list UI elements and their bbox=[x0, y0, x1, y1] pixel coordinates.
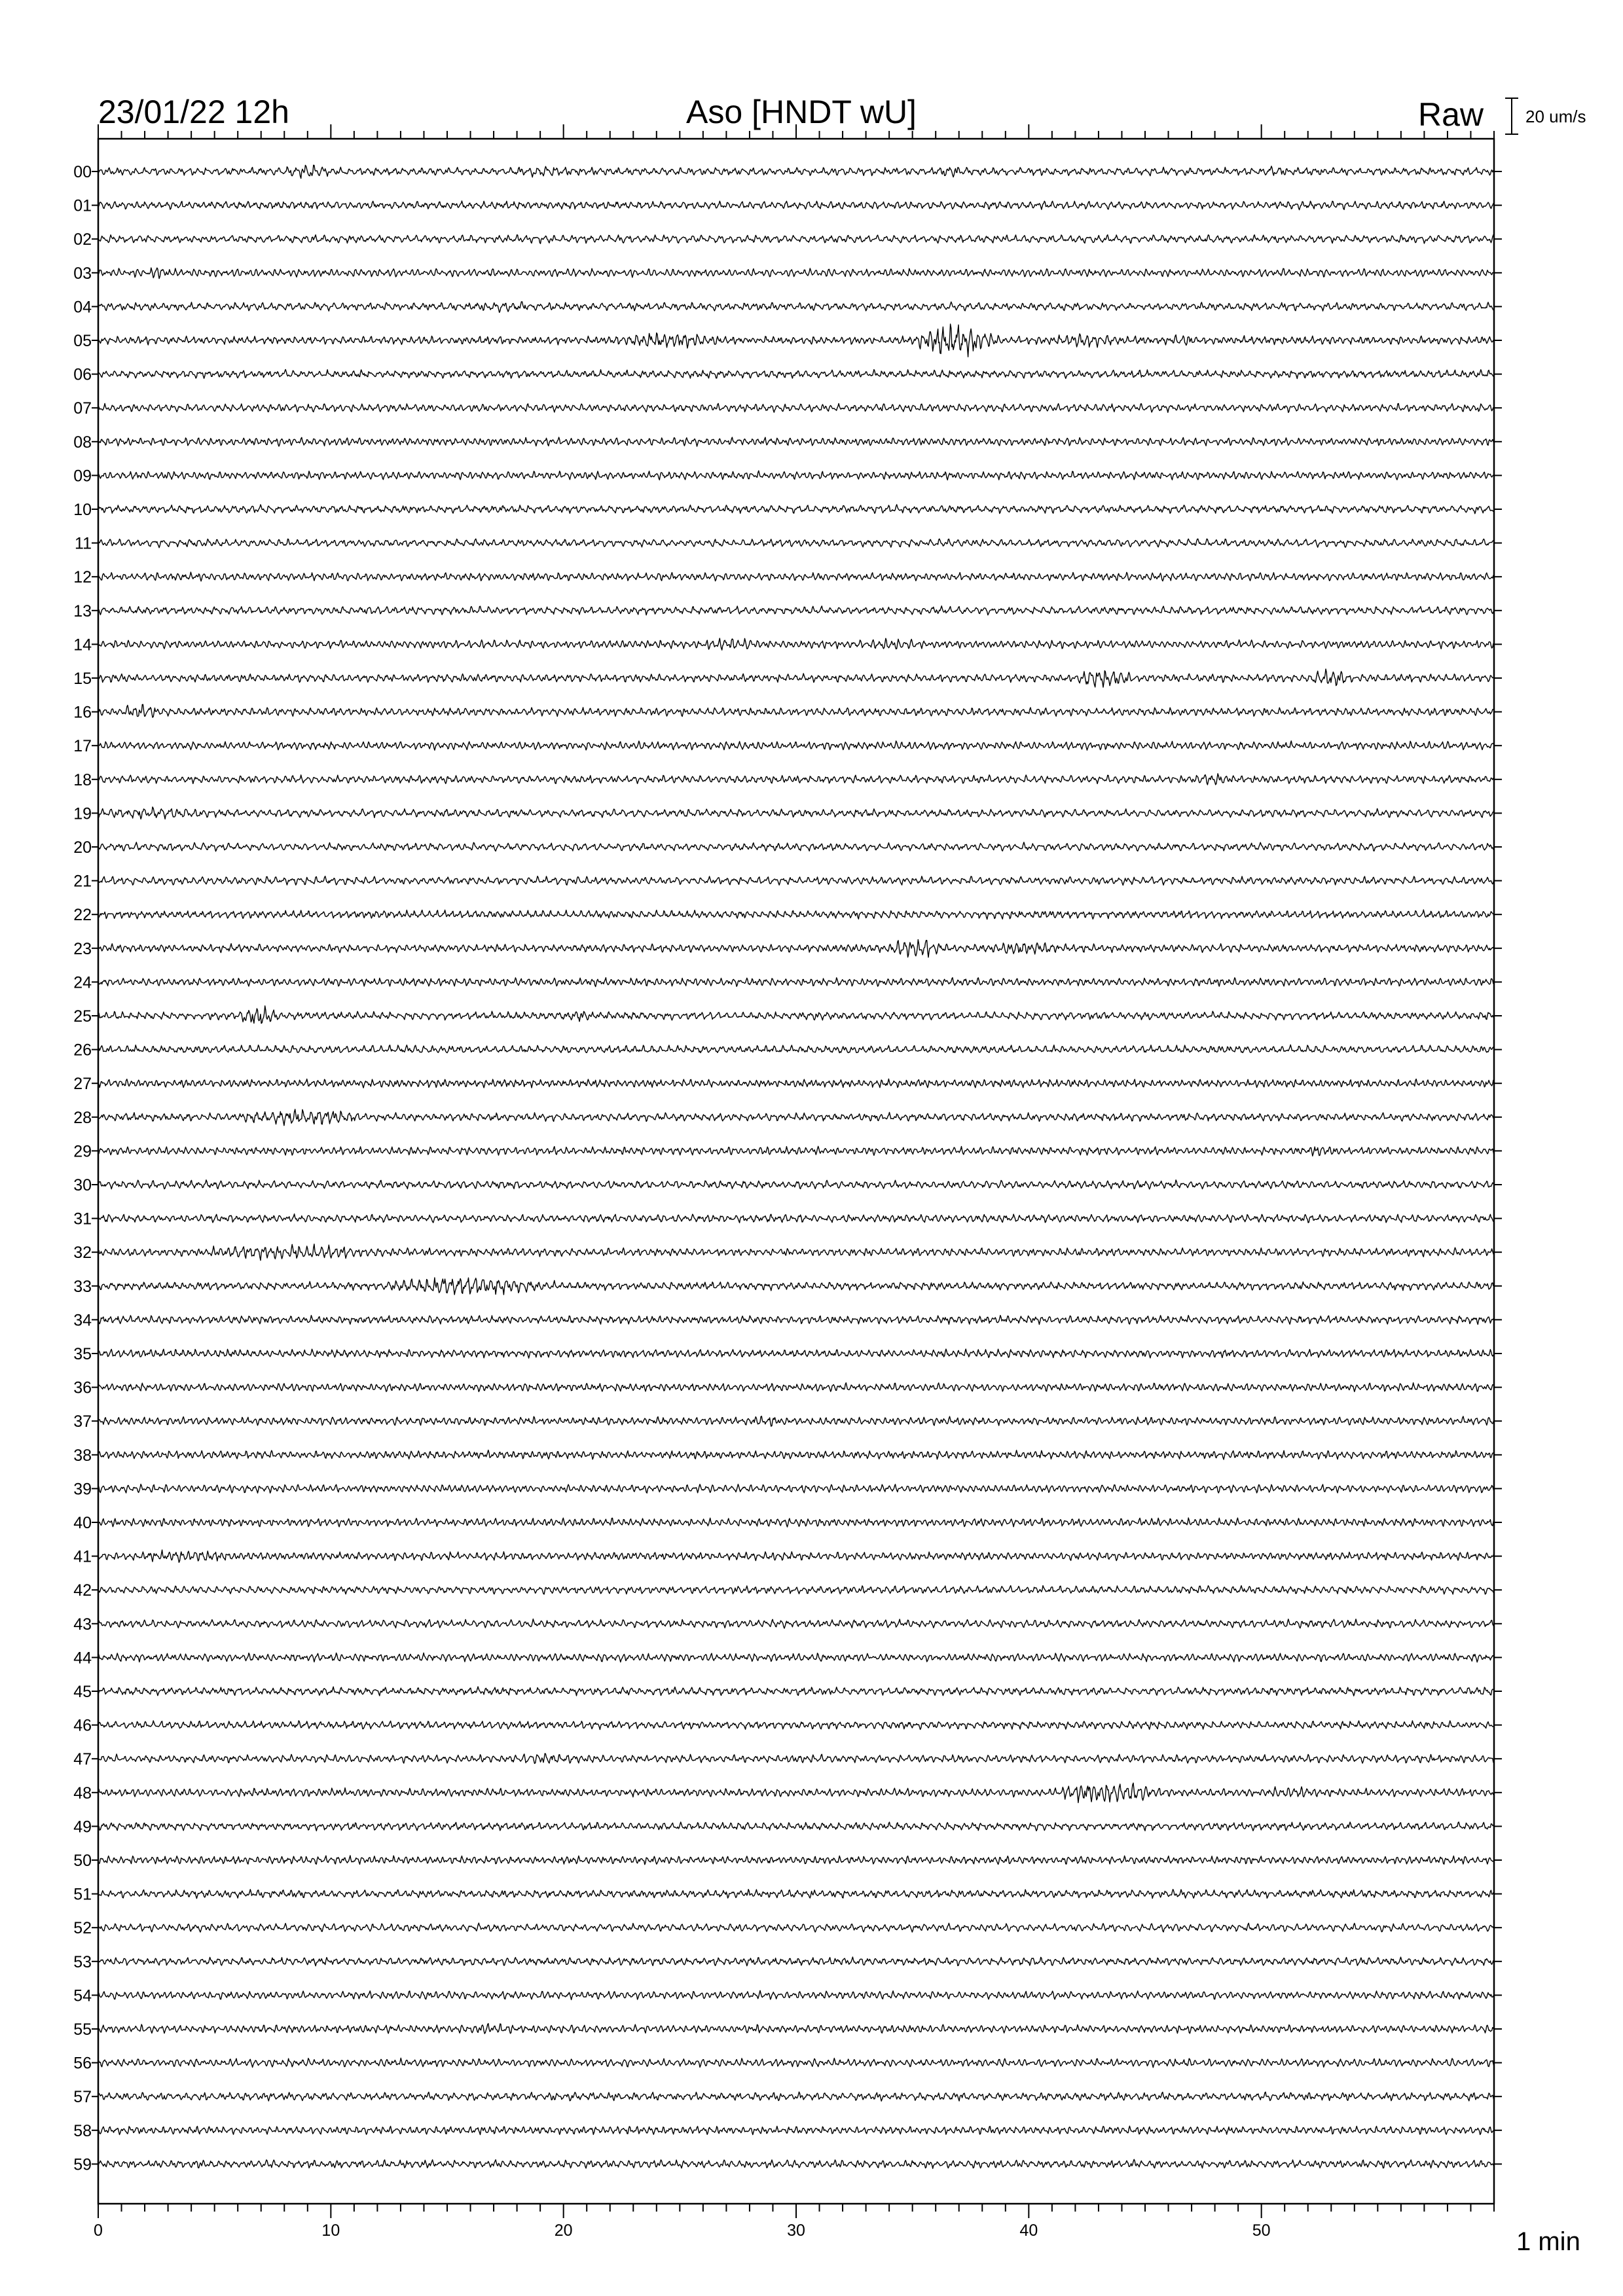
trace-row-22 bbox=[98, 910, 1494, 919]
trace-row-43 bbox=[98, 1619, 1494, 1628]
trace-row-32 bbox=[98, 1244, 1494, 1261]
trace-row-33 bbox=[98, 1278, 1494, 1295]
trace-row-39 bbox=[98, 1484, 1494, 1494]
row-label: 29 bbox=[73, 1142, 92, 1161]
row-label: 39 bbox=[73, 1480, 92, 1499]
row-label: 00 bbox=[73, 163, 92, 181]
row-label: 28 bbox=[73, 1108, 92, 1127]
row-label: 05 bbox=[73, 332, 92, 350]
time-axis-ticks bbox=[98, 124, 1494, 2218]
row-label: 24 bbox=[73, 973, 92, 992]
trace-row-47 bbox=[98, 1753, 1494, 1763]
trace-row-27 bbox=[98, 1079, 1494, 1088]
trace-row-21 bbox=[98, 876, 1494, 886]
trace-row-16 bbox=[98, 704, 1494, 717]
trace-row-11 bbox=[98, 539, 1494, 548]
row-label: 27 bbox=[73, 1075, 92, 1094]
row-label: 59 bbox=[73, 2155, 92, 2174]
row-label: 22 bbox=[73, 906, 92, 925]
row-label: 01 bbox=[73, 196, 92, 215]
seismic-traces bbox=[98, 165, 1494, 2168]
trace-row-15 bbox=[98, 669, 1494, 687]
row-label: 07 bbox=[73, 399, 92, 418]
time-axis-labels bbox=[94, 2221, 1271, 2240]
row-label: 52 bbox=[73, 1919, 92, 1938]
row-label: 18 bbox=[73, 770, 92, 789]
trace-row-24 bbox=[98, 978, 1494, 987]
trace-row-09 bbox=[98, 471, 1494, 480]
station-title: Aso [HNDT wU] bbox=[686, 94, 917, 130]
trace-row-23 bbox=[98, 940, 1494, 958]
trace-row-02 bbox=[98, 235, 1494, 243]
trace-row-54 bbox=[98, 1990, 1494, 2000]
trace-row-12 bbox=[98, 572, 1494, 581]
trace-row-26 bbox=[98, 1045, 1494, 1052]
row-label: 30 bbox=[73, 1176, 92, 1194]
date-label: 23/01/22 12h bbox=[98, 94, 289, 130]
x-tick-label: 20 bbox=[554, 2221, 573, 2240]
trace-row-08 bbox=[98, 437, 1494, 446]
trace-row-01 bbox=[98, 201, 1494, 210]
row-label: 10 bbox=[73, 501, 92, 519]
row-label: 41 bbox=[73, 1547, 92, 1566]
trace-row-55 bbox=[98, 2024, 1494, 2034]
trace-row-46 bbox=[98, 1721, 1494, 1730]
row-label: 43 bbox=[73, 1615, 92, 1634]
trace-row-05 bbox=[98, 324, 1494, 357]
trace-row-38 bbox=[98, 1450, 1494, 1460]
trace-row-06 bbox=[98, 370, 1494, 379]
trace-row-57 bbox=[98, 2092, 1494, 2101]
time-unit-label: 1 min bbox=[1516, 2227, 1580, 2256]
trace-row-51 bbox=[98, 1890, 1494, 1899]
amplitude-scale-label: 20 um/s bbox=[1525, 107, 1586, 126]
row-label: 45 bbox=[73, 1683, 92, 1701]
row-label: 32 bbox=[73, 1244, 92, 1263]
trace-row-19 bbox=[98, 807, 1494, 819]
row-label: 13 bbox=[73, 601, 92, 620]
trace-row-35 bbox=[98, 1349, 1494, 1358]
x-tick-label: 40 bbox=[1019, 2221, 1038, 2240]
row-label: 02 bbox=[73, 230, 92, 249]
row-label: 50 bbox=[73, 1852, 92, 1870]
trace-row-28 bbox=[98, 1109, 1494, 1126]
trace-row-10 bbox=[98, 505, 1494, 514]
row-label: 49 bbox=[73, 1818, 92, 1837]
row-label: 58 bbox=[73, 2121, 92, 2140]
row-label: 03 bbox=[73, 264, 92, 283]
row-label: 46 bbox=[73, 1716, 92, 1735]
row-label: 26 bbox=[73, 1041, 92, 1060]
amplitude-scale-bar bbox=[1505, 98, 1518, 134]
trace-row-31 bbox=[98, 1214, 1494, 1223]
trace-row-37 bbox=[98, 1416, 1494, 1426]
trace-row-14 bbox=[98, 638, 1494, 650]
trace-row-56 bbox=[98, 2058, 1494, 2067]
row-label: 56 bbox=[73, 2054, 92, 2073]
row-label: 34 bbox=[73, 1311, 92, 1330]
row-label: 36 bbox=[73, 1378, 92, 1397]
row-label: 09 bbox=[73, 467, 92, 486]
trace-row-03 bbox=[98, 268, 1494, 278]
row-label: 20 bbox=[73, 838, 92, 857]
trace-row-50 bbox=[98, 1856, 1494, 1865]
trace-row-45 bbox=[98, 1687, 1494, 1696]
trace-row-59 bbox=[98, 2159, 1494, 2168]
x-tick-label: 30 bbox=[787, 2221, 805, 2240]
row-label: 25 bbox=[73, 1007, 92, 1026]
row-label: 21 bbox=[73, 872, 92, 891]
x-tick-label: 0 bbox=[94, 2221, 103, 2240]
row-label: 14 bbox=[73, 636, 92, 655]
row-label: 48 bbox=[73, 1784, 92, 1803]
trace-row-48 bbox=[98, 1783, 1494, 1803]
row-label: 11 bbox=[75, 534, 92, 553]
row-label: 38 bbox=[73, 1446, 92, 1465]
trace-row-25 bbox=[98, 1006, 1494, 1024]
row-label: 44 bbox=[73, 1649, 92, 1668]
trace-row-07 bbox=[98, 403, 1494, 412]
trace-row-29 bbox=[98, 1146, 1494, 1156]
trace-row-34 bbox=[98, 1316, 1494, 1325]
trace-row-58 bbox=[98, 2126, 1494, 2134]
row-label: 53 bbox=[73, 1952, 92, 1971]
trace-row-42 bbox=[98, 1586, 1494, 1594]
row-labels bbox=[73, 163, 1502, 2174]
trace-row-13 bbox=[98, 606, 1494, 615]
row-label: 12 bbox=[73, 568, 92, 587]
row-label: 06 bbox=[73, 365, 92, 384]
trace-row-20 bbox=[98, 842, 1494, 852]
trace-row-18 bbox=[98, 774, 1494, 785]
row-label: 04 bbox=[73, 298, 92, 317]
trace-row-41 bbox=[98, 1550, 1494, 1562]
trace-row-52 bbox=[98, 1923, 1494, 1932]
x-tick-label: 10 bbox=[321, 2221, 340, 2240]
row-label: 23 bbox=[73, 939, 92, 958]
row-label: 37 bbox=[73, 1412, 92, 1431]
row-label: 08 bbox=[73, 433, 92, 452]
trace-row-44 bbox=[98, 1653, 1494, 1662]
trace-row-49 bbox=[98, 1822, 1494, 1831]
row-label: 40 bbox=[73, 1514, 92, 1532]
row-label: 47 bbox=[73, 1750, 92, 1769]
row-label: 51 bbox=[73, 1885, 92, 1904]
trace-row-17 bbox=[98, 741, 1494, 750]
row-label: 57 bbox=[73, 2088, 92, 2107]
row-label: 31 bbox=[73, 1210, 92, 1229]
x-tick-label: 50 bbox=[1252, 2221, 1271, 2240]
row-label: 16 bbox=[73, 703, 92, 722]
row-label: 17 bbox=[73, 737, 92, 756]
row-label: 55 bbox=[73, 2020, 92, 2039]
trace-row-30 bbox=[98, 1180, 1494, 1189]
trace-row-40 bbox=[98, 1518, 1494, 1527]
trace-row-00 bbox=[98, 165, 1494, 178]
row-label: 19 bbox=[73, 804, 92, 823]
trace-row-36 bbox=[98, 1383, 1494, 1392]
row-label: 15 bbox=[73, 670, 92, 688]
trace-row-04 bbox=[98, 302, 1494, 313]
mode-label: Raw bbox=[1417, 96, 1484, 133]
row-label: 33 bbox=[73, 1277, 92, 1296]
row-label: 35 bbox=[73, 1345, 92, 1363]
row-label: 42 bbox=[73, 1581, 92, 1600]
row-label: 54 bbox=[73, 1986, 92, 2005]
trace-row-53 bbox=[98, 1957, 1494, 1966]
